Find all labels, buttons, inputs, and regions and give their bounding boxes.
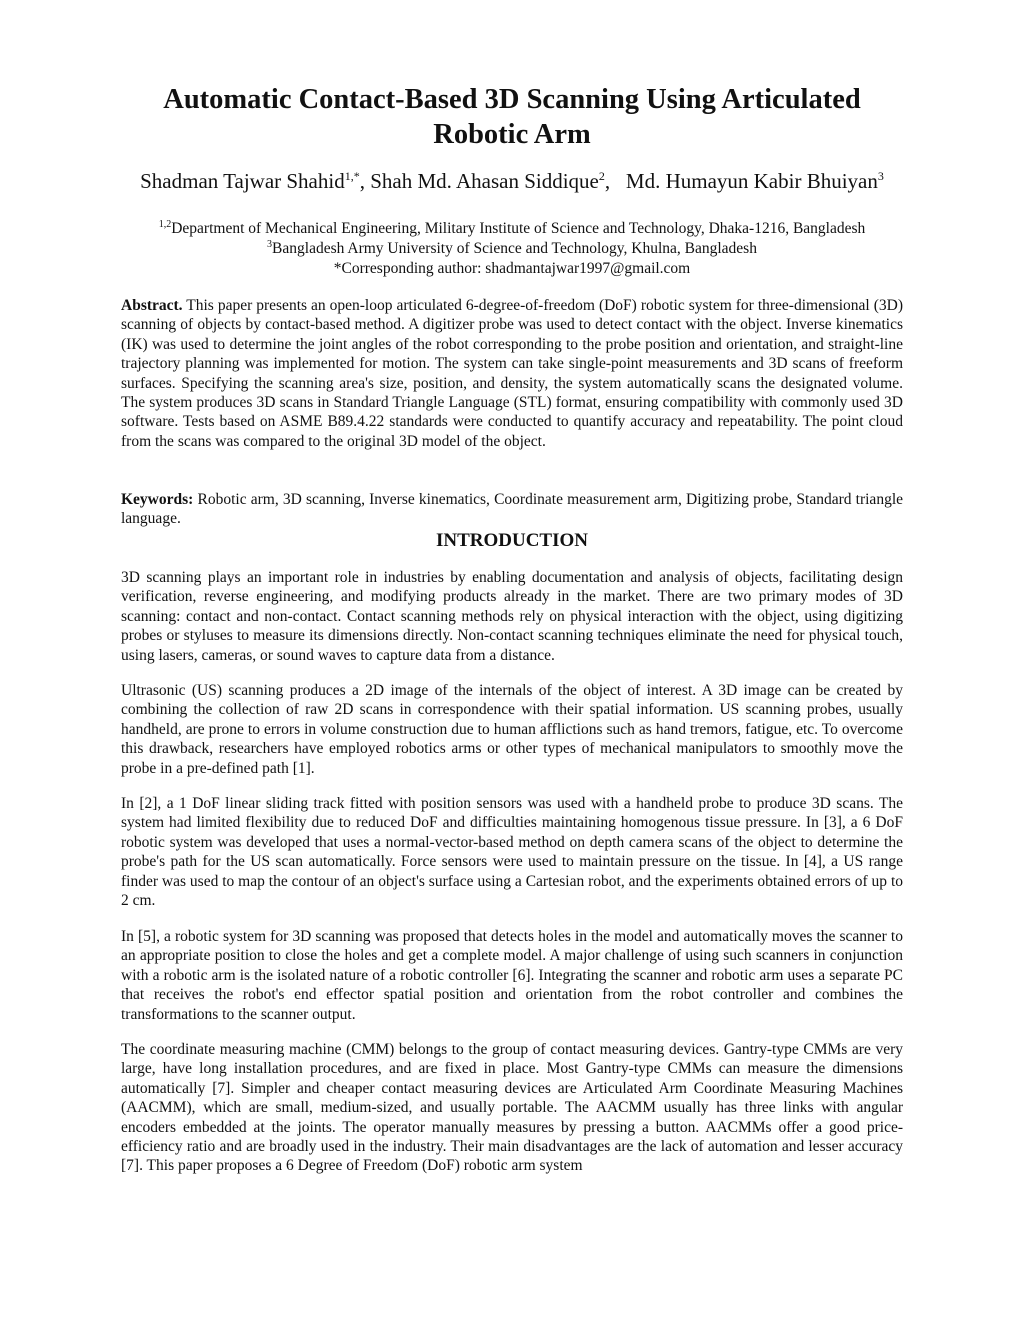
paper-title: Automatic Contact-Based 3D Scanning Using Articulated Robotic Arm <box>163 84 861 150</box>
affiliation-superscript: 3 <box>267 238 273 250</box>
author-superscript: 2 <box>598 169 605 183</box>
intro-paragraph-3: In [2], a 1 DoF linear sliding track fitted with position sensors was used with a handheld probe to produce 3D scans. The system had limited flexibility due to reduced DoF and difficulties maintaining homogenous tissue pressure. In [3], a 6 DoF robotic system was developed that uses a normal-vector-based method on depth camera scans of the object to determine the probe's path for the US scan automatically. Force sensors were used to maintain pressure on the tissue. In [4], a US range finder was used to map the contour of an object's surface using a Cartesian robot, and the experiments obtained errors of up to 2 cm. <box>121 795 903 910</box>
keywords-text: Robotic arm, 3D scanning, Inverse kinematics, Coordinate measurement arm, Digitizing probe, Standard triangle language. <box>121 491 904 528</box>
corresponding-author: *Corresponding author: shadmantajwar1997@gmail.com <box>333 260 691 277</box>
intro-paragraph-4: In [5], a robotic system for 3D scanning was proposed that detects holes in the model and automatically moves the scanner to an appropriate position to close the holes and get a complete model. A major challenge of using such scanners in conjunction with a robotic arm is the isolated nature of a robotic controller [6]. Integrating the scanner and robotic arm uses a separate PC that receives the robot's end effector spatial position and orientation from the robot controller and combines the transformations to the scanner output. <box>121 928 903 1023</box>
author-superscript: 1,* <box>344 169 360 183</box>
author-name: Md. Humayun Kabir Bhuiyan <box>625 169 878 193</box>
intro-paragraph-5: The coordinate measuring machine (CMM) belongs to the group of contact measuring devices. Gantry-type CMMs are very large, have long installation procedures, and are fixed in place. Most Gantry-type CMMs can measure the dimensions automatically [7]. Simpler and cheaper contact measuring devices are Articulated Arm Coordinate Measuring Machines (AACMM), which are small, medium-sized, and usually portable. The AACMM usually has three links with angular encoders embedded at the joints. The operator manually measures by pressing a button. AACMMs offer a good price-efficiency ratio and are broadly used in the industry. Their main disadvantages are the lack of automation and lesser accuracy [7]. This paper proposes a 6 Degree of Freedom (DoF) robotic arm system <box>121 1041 903 1175</box>
abstract <box>121 296 903 451</box>
affiliation-text: Department of Mechanical Engineering, Military Institute of Science and Technology, Dhaka-1216, Bangladesh <box>171 220 866 237</box>
affiliation-superscript: 1,2 <box>158 218 172 230</box>
author-list <box>110 168 914 194</box>
abstract-label: Abstract. <box>121 297 183 314</box>
author-separator: , <box>359 169 371 193</box>
author-separator: , <box>604 169 626 193</box>
keywords-label: Keywords: <box>121 491 194 508</box>
affiliation-2 <box>110 239 914 259</box>
keywords <box>121 490 903 529</box>
intro-paragraph-1: 3D scanning plays an important role in industries by enabling documentation and analysis of objects, facilitating design verification, reverse engineering, and modifying products already in the market. There are two primary modes of 3D scanning: contact and non-contact. Contact scanning methods rely on physical interaction with the object, using digitizing probes or styluses to measure its dimensions directly. Non-contact scanning techniques eliminate the need for physical touch, using lasers, cameras, or sound waves to capture data from a distance. <box>121 569 903 664</box>
section-heading-introduction: INTRODUCTION <box>435 530 589 551</box>
affiliation-text: Bangladesh Army University of Science and Technology, Khulna, Bangladesh <box>272 240 757 257</box>
author-superscript: 3 <box>877 169 884 183</box>
author-name: Shadman Tajwar Shahid <box>140 169 345 193</box>
intro-paragraph-2: Ultrasonic (US) scanning produces a 2D image of the internals of the object of interest. A 3D image can be created by combining the collection of raw 2D scans in correspondence with their spatial information. US scanning probes, usually handheld, are prone to errors in volume construction due to human afflictions such as hand tremors, fatigue, etc. To overcome this drawback, researchers have employed robotics arms or other types of mechanical manipulators to smoothly move the probe in a pre-defined path [1]. <box>121 682 903 777</box>
abstract-text: This paper presents an open-loop articulated 6-degree-of-freedom (DoF) robotic system for three-dimensional (3D) scanning of objects by contact-based method. A digitizer probe was used to detect contact with the object. Inverse kinematics (IK) was used to determine the joint angles of the robot corresponding to the probe position and orientation, and straight-line trajectory planning was implemented for motion. The system can take single-point measurements and 3D scans of freeform surfaces. Specifying the scanning area's size, position, and density, the system automatically scans the designated volume. The system produces 3D scans in Standard Triangle Language (STL) format, ensuring compatibility with commonly used 3D software. Tests based on ASME B89.4.22 standards were conducted to quantify accuracy and repeatability. The point cloud from the scans was compared to the original 3D model of the object. <box>121 297 903 450</box>
affiliation-1 <box>110 219 914 239</box>
author-name: Shah Md. Ahasan Siddique <box>370 169 599 193</box>
